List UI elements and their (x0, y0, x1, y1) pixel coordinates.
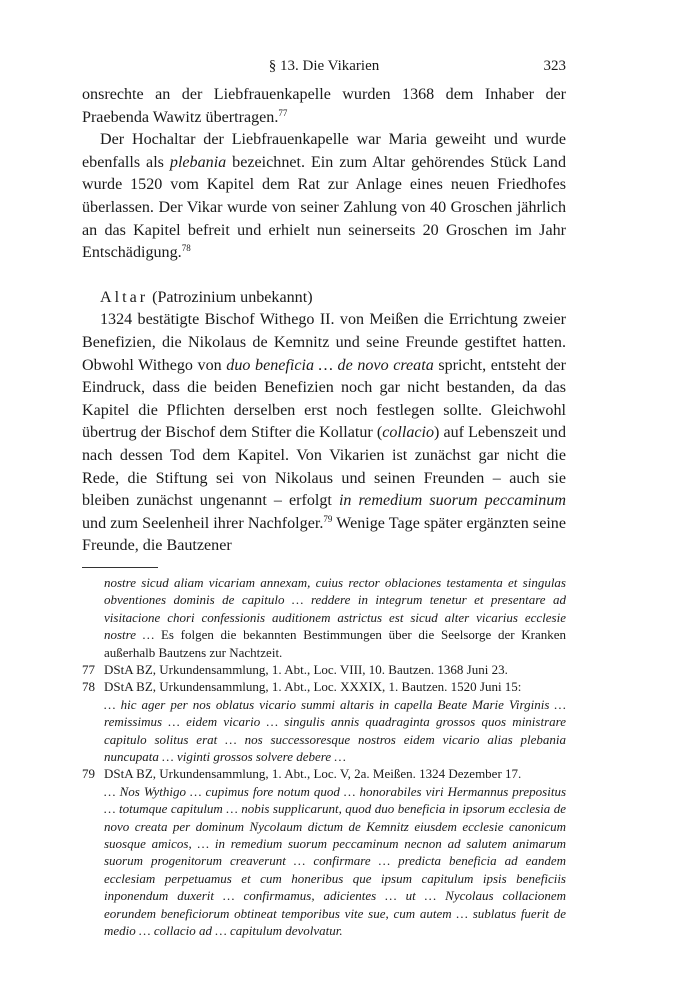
section-heading: Altar (Patrozinium unbekannt) (100, 288, 313, 306)
main-text (82, 84, 566, 558)
footnote-divider (82, 567, 158, 568)
footnotes (82, 574, 566, 940)
page-number: 323 (543, 58, 566, 74)
footnote-78: 78 DStA BZ, Urkundensammlung, 1. Abt., Loc. XXXIX, 1. Bautzen. 1520 Juni 15: … hic ager per nos oblatus vicario summi altaris in capella Beate Marie Virginis … remissimus … eidem vicario … singulis annis quadraginta grossos quos ministrare capitulo solitus erat … nos successoresque nostros eidem vicario alias plebania nuncupata … viginti grossos solvere debere … (82, 679, 566, 764)
chapter-title: § 13. Die Vikarien (268, 58, 380, 74)
footnote-ref[interactable]: 79 (323, 513, 333, 524)
footnote-ref[interactable]: 78 (181, 243, 191, 254)
paragraph: onsrechte an der Liebfrauenkapelle wurden 1368 dem Inhaber der Praebenda Wawitz übertragen.$^{77}$ (82, 86, 566, 126)
footnote-ref[interactable]: 77 (278, 107, 288, 118)
footnote-79: 79 DStA BZ, Urkundensammlung, 1. Abt., Loc. V, 2a. Meißen. 1324 Dezember 17. … Nos Wythigo … cupimus fore notum quod … honorabiles viri Hermannus prepositus … totumque capitulum … nobis supplicarunt, quod duo beneficia in ipsorum ecclesia de novo creata per dominum Nycolaum dictum de Kemnitz eiusdem ecclesie canonicum suosque amicos, … in remedium suorum peccaminum necnon ad salutem animarum suorum progenitorum creaverunt … confirmare … predicta beneficia ad eandem ecclesiam perpetuamus et cum honeribus que ipsum capitulum ipsis beneficiis inponendum duxerit … confirmamus, adicientes … ut … Nycolaus collacionem eorundem beneficiorum obtineat temporibus vite sue, cum autem … sublatus fuerit de medio … collacio ad … capitulum devolvatur. (82, 766, 566, 938)
footnote-continued: nostre sicud aliam vicariam annexam, cuius rector oblaciones testamenta et singulas obventiones dominis de capitulo … reddere in integrum tenetur et presentare ad visitacione chori confessionis auditionem astrictus est sicud alter vicarius ecclesie nostre … Es folgen die bekannten Bestimmungen über die Seelsorge der Kranken außerhalb Bautzens zur Nachtzeit. (104, 574, 567, 660)
book-page (82, 58, 566, 939)
footnote-77: 77 DStA BZ, Urkundensammlung, 1. Abt., Loc. VIII, 10. Bautzen. 1368 Juni 23. (82, 661, 508, 677)
paragraph: 1324 bestätigte Bischof Withego II. von Meißen die Errichtung zweier Benefizien, die Nikolaus de Kemnitz und seine Freunde gestiftet hatten. Obwohl Withego von duo beneficia … de novo creata spricht, entsteht der Eindruck, dass die beiden Benefizien noch gar nicht bestanden, da das Kapitel die Pflichten derselben erst noch festlegen sollte. Gleichwohl übertrug der Bischof dem Stifter die Kollatur (collacio) auf Lebenszeit und nach dessen Tod dem Kapitel. Von Vikarien ist zunächst gar nicht die Rede, die Stiftung sei von Nikolaus und seinen Freunden – auch sie bleiben zunächst ungenannt – erfolgt in remedium suorum peccaminum und zum Seelenheil ihrer Nachfolger.$^{79}$ Wenige Tage später ergänzten seine Freunde, die Bautzener (82, 311, 567, 555)
paragraph: Der Hochaltar der Liebfrauenkapelle war Maria geweiht und wurde ebenfalls als plebania bezeichnet. Ein zum Altar gehörendes Stück Land wurde 1520 vom Kapitel dem Rat zur Anlage eines neuen Friedhofes überlassen. Der Vikar wurde von seiner Zahlung von 40 Groschen jährlich an das Kapitel befreit und erhielt nun seinerseits 20 Groschen im Jahr Entschädigung.$^{78}$ (82, 131, 566, 262)
running-header (82, 58, 566, 84)
